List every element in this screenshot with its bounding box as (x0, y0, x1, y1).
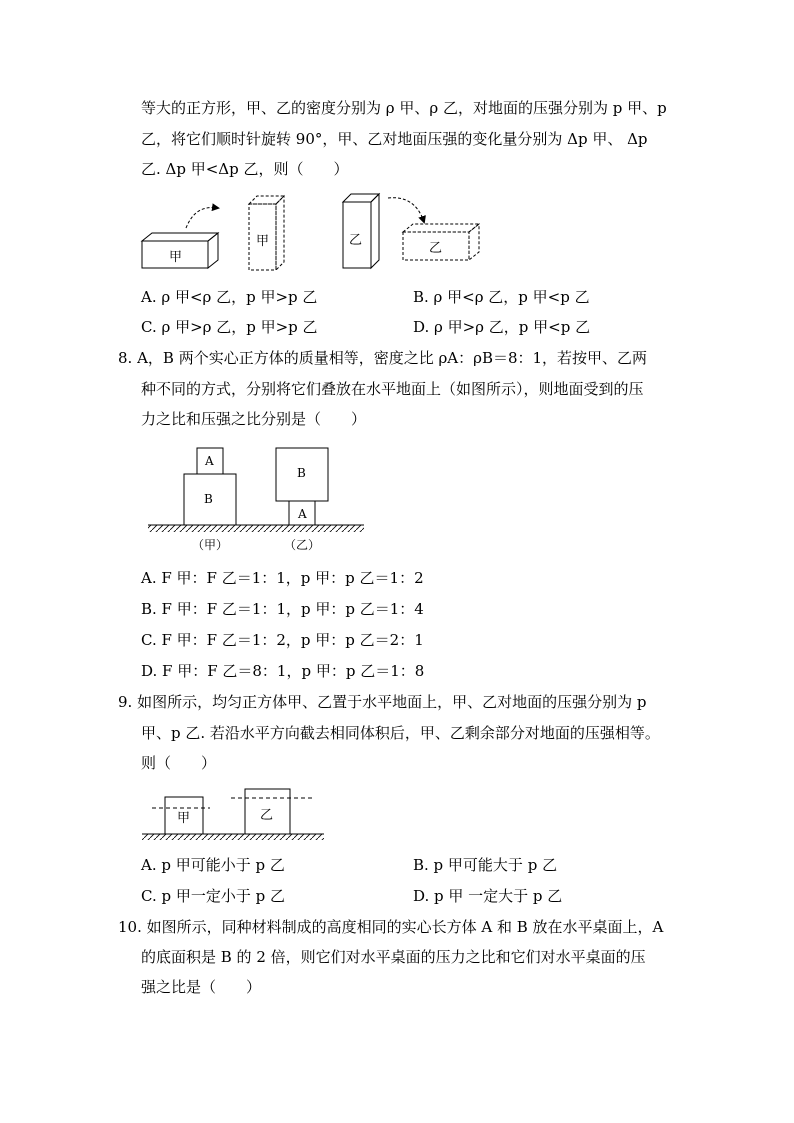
q9-option-c: C. p 甲一定小于 p 乙 (141, 887, 285, 905)
q8-caption-yi: （乙） (284, 538, 321, 552)
q9-option-a: A. p 甲可能小于 p 乙 (141, 856, 285, 874)
q9-option-b: B. p 甲可能大于 p 乙 (413, 856, 558, 874)
q8-jia-label-b: B (204, 492, 213, 506)
q7-line-2: 乙，将它们顺时针旋转 90°，甲、乙对地面压强的变化量分别为 Δp 甲、 Δp (141, 130, 648, 148)
q8-yi-label-a: A (298, 507, 307, 521)
q7-box-yi-solid (343, 194, 379, 268)
q7-line-3: 乙. Δp 甲<Δp 乙，则（ ） (141, 160, 349, 178)
q7-arrow-2 (388, 198, 424, 222)
q10-line-2: 的底面积是 B 的 2 倍，则它们对水平桌面的压力之比和它们对水平桌面的压 (141, 948, 646, 966)
q7-label-jia-1: 甲 (169, 250, 183, 265)
q9-ground-hatch (142, 834, 324, 840)
q7-arrow-1 (186, 208, 218, 228)
q7-option-a: A. ρ 甲<ρ 乙，p 甲>p 乙 (141, 288, 318, 306)
q7-label-yi-2: 乙 (429, 241, 443, 256)
q8-line-1: 8. A，B 两个实心正方体的质量相等，密度之比 ρA：ρB＝8：1，若按甲、乙两 (118, 349, 648, 367)
q10-line-3: 强之比是（ ） (141, 978, 262, 996)
q7-line-1: 等大的正方形，甲、乙的密度分别为 ρ 甲、ρ 乙，对地面的压强分别为 p 甲、p (141, 99, 667, 117)
q7-figure (138, 186, 488, 276)
q8-line-2: 种不同的方式，分别将它们叠放在水平地面上（如图所示），则地面受到的压 (141, 380, 644, 398)
q8-line-3: 力之比和压强之比分别是（ ） (141, 410, 367, 428)
q9-label-yi: 乙 (260, 808, 274, 823)
q9-figure (138, 784, 328, 844)
q9-line-1: 9. 如图所示，均匀正方体甲、乙置于水平地面上，甲、乙对地面的压强分别为 p (118, 693, 647, 711)
q9-label-jia: 甲 (177, 811, 191, 826)
q7-option-b: B. ρ 甲<ρ 乙，p 甲<p 乙 (413, 288, 590, 306)
q9-option-d: D. p 甲 一定大于 p 乙 (413, 887, 563, 905)
q7-option-d: D. ρ 甲>ρ 乙，p 甲<p 乙 (413, 318, 591, 336)
q7-label-yi-1: 乙 (349, 233, 363, 248)
q8-ground-hatch (148, 525, 364, 532)
q8-option-b: B. F 甲：F 乙＝1：1，p 甲：p 乙＝1：4 (141, 600, 424, 618)
q8-figure (146, 440, 368, 558)
q8-jia-label-a: A (205, 454, 214, 468)
q7-option-c: C. ρ 甲>ρ 乙，p 甲>p 乙 (141, 318, 318, 336)
q7-label-jia-2: 甲 (256, 234, 270, 249)
q10-line-1: 10. 如图所示，同种材料制成的高度相同的实心长方体 A 和 B 放在水平桌面上，A (118, 918, 664, 936)
q8-yi-label-b: B (297, 466, 306, 480)
q8-caption-jia: （甲） (192, 538, 229, 552)
q9-line-3: 则（ ） (141, 754, 217, 772)
q7-box-jia-dashed (249, 196, 284, 270)
q8-option-c: C. F 甲：F 乙＝1：2，p 甲：p 乙＝2：1 (141, 631, 424, 649)
q8-option-d: D. F 甲：F 乙＝8：1，p 甲：p 乙＝1：8 (141, 662, 425, 680)
q8-option-a: A. F 甲：F 乙＝1：1，p 甲：p 乙＝1：2 (141, 569, 424, 587)
q7-box-jia-solid (142, 233, 218, 268)
q9-line-2: 甲、p 乙. 若沿水平方向截去相同体积后，甲、乙剩余部分对地面的压强相等。 (141, 724, 660, 742)
q7-box-yi-dashed (403, 224, 479, 260)
